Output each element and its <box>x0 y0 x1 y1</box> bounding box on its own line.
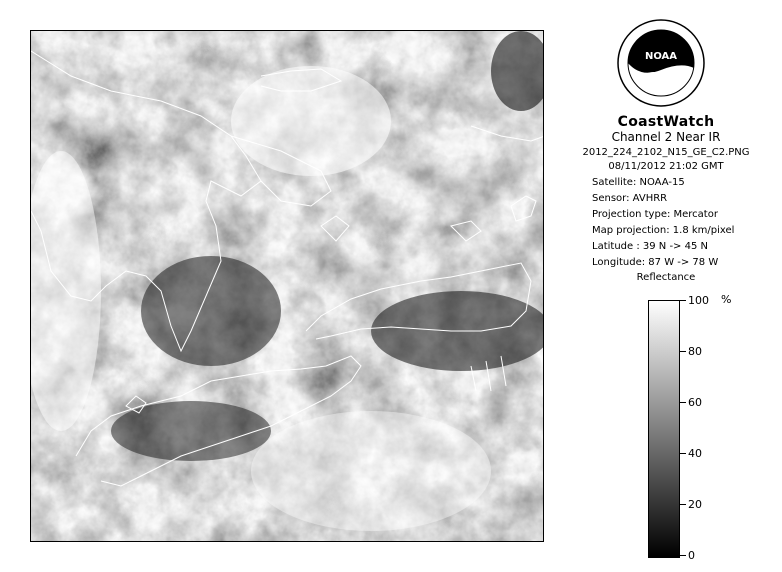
colorbar-tick-label: 20 <box>688 498 702 511</box>
satellite-image <box>30 30 544 542</box>
colorbar-tick-label: 60 <box>688 396 702 409</box>
clear-area <box>141 256 281 366</box>
legend-unit: % <box>721 293 732 306</box>
map-projection: Map projection: 1.8 km/pixel <box>592 225 735 236</box>
info-panel <box>556 14 776 562</box>
colorbar-tick-label: 80 <box>688 345 702 358</box>
latitude-range: Latitude : 39 N -> 45 N <box>592 241 708 252</box>
colorbar-tick <box>680 453 686 454</box>
colorbar-tick <box>680 402 686 403</box>
colorbar-tick <box>680 504 686 505</box>
longitude-range: Longitude: 87 W -> 78 W <box>592 257 719 268</box>
colorbar-tick <box>680 555 686 556</box>
filename: 2012_224_2102_N15_GE_C2.PNG <box>582 147 750 158</box>
sensor: Sensor: AVHRR <box>592 193 668 204</box>
colorbar-tick <box>680 300 686 301</box>
satellite: Satellite: NOAA-15 <box>592 177 685 188</box>
colorbar-tick-label: 40 <box>688 447 702 460</box>
clear-area <box>111 401 271 461</box>
colorbar-tick-label: 100 <box>688 294 709 307</box>
channel-subtitle: Channel 2 Near IR <box>611 130 721 144</box>
satellite-imagery-svg <box>31 31 544 542</box>
colorbar-tick-label: 0 <box>688 549 695 562</box>
cloud-mass <box>251 411 491 531</box>
colorbar-tick <box>680 351 686 352</box>
noaa-logo-svg <box>616 18 706 108</box>
logo-text: NOAA <box>644 51 678 62</box>
projection-type: Projection type: Mercator <box>592 209 718 220</box>
app-title: CoastWatch <box>617 114 715 130</box>
reflectance-colorbar <box>648 300 680 558</box>
legend-title: Reflectance <box>636 272 696 283</box>
datetime: 08/11/2012 21:02 GMT <box>608 161 724 172</box>
noaa-logo <box>616 18 706 108</box>
cloud-mass <box>231 66 391 176</box>
